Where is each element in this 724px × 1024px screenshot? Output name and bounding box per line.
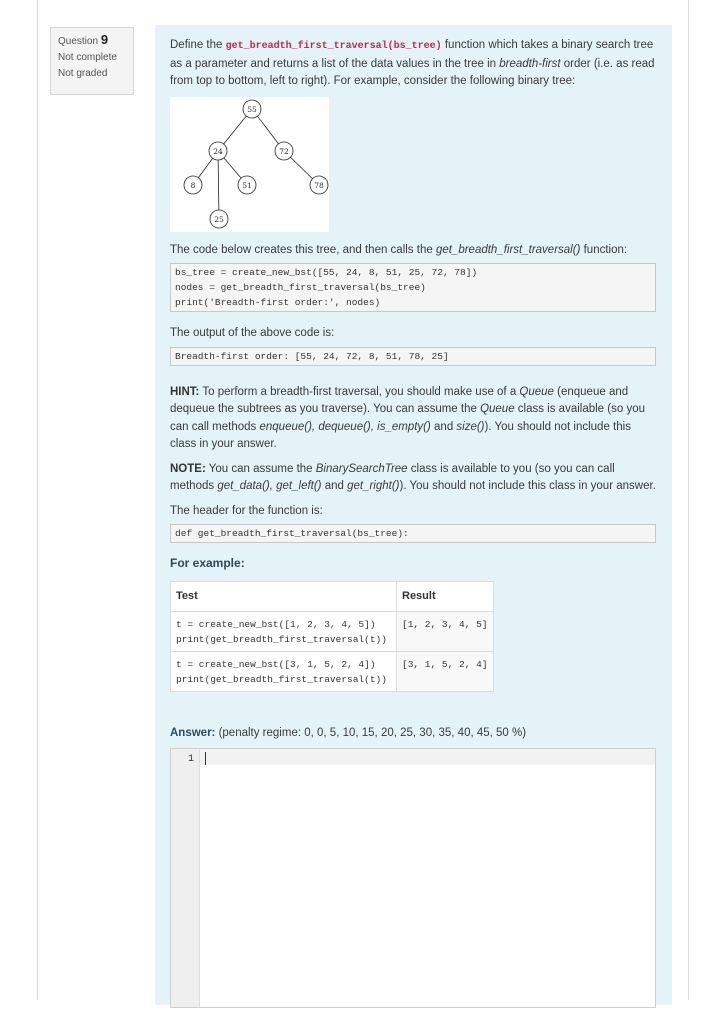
note-label: NOTE:: [170, 462, 206, 475]
hint-label: HINT:: [170, 385, 200, 398]
output-code-block: Breadth-first order: [55, 24, 72, 8, 51, 78, 25]: [170, 347, 656, 366]
header-intro: The header for the function is:: [170, 504, 323, 517]
hint-text: class is available (so you can call methods: [170, 403, 645, 433]
line-number-gutter: [171, 749, 200, 1007]
question-number: 9: [100, 32, 109, 47]
note-emphasis: get_data(), get_left(): [217, 480, 322, 492]
column-header-result: Result: [397, 581, 494, 612]
hint-text: (enqueue and dequeue the subtrees as you traverse). You can assume the: [170, 385, 629, 415]
note-text: and: [321, 480, 348, 492]
example-title: For example:: [170, 556, 245, 570]
intro-text-2: function which takes a binary search tree as a parameter and returns a list of the data values in the tree in: [170, 39, 654, 70]
tree-node-label: 78: [314, 180, 324, 190]
left-border-line: [37, 0, 38, 1000]
right-border-line: [688, 0, 689, 1000]
tree-node-label: 72: [279, 146, 289, 156]
answer-code-editor[interactable]: [170, 748, 656, 1008]
note-emphasis: BinarySearchTree: [315, 462, 408, 475]
penalty-regime: (penalty regime: 0, 0, 5, 10, 15, 20, 25, 30, 35, 40, 45, 50 %): [218, 727, 527, 739]
code-intro-text-end: function:: [580, 243, 628, 256]
line-number: 1: [187, 754, 194, 765]
note-emphasis: get_right(): [347, 480, 400, 492]
intro-text-1: Define the: [170, 39, 226, 51]
note-text: ). You should not include this class in your answer.: [399, 480, 656, 492]
code-intro-function: get_breadth_first_traversal(): [435, 243, 581, 256]
table-row: [171, 612, 494, 652]
note-text: class is available to you (so you can call methods: [170, 462, 615, 492]
question-number-line: [58, 32, 126, 47]
question-label: Question: [58, 36, 99, 47]
question-info-panel: [50, 27, 134, 95]
test-cell: t = create_new_bst([3, 1, 5, 2, 4]) print(get_breadth_first_traversal(t)): [171, 652, 397, 692]
hint-emphasis: Queue: [480, 403, 515, 415]
output-intro: The output of the above code is:: [170, 327, 335, 339]
note-text: You can assume the: [205, 462, 316, 475]
code-line: print('Breadth-first order:', nodes): [175, 297, 381, 308]
hint-emphasis: enqueue(), dequeue(), is_empty(): [259, 420, 431, 433]
answer-line: [170, 725, 656, 743]
question-status: Not complete: [58, 52, 117, 63]
tree-node-label: 24: [213, 146, 223, 156]
hint-text: To perform a breadth-first traversal, you should make use of a: [199, 385, 520, 398]
intro-text-3: order (i.e. as read from top to bottom, left to right). For example, consider the following binary tree:: [170, 57, 655, 87]
tree-node-label: 8: [190, 180, 196, 190]
question-grading: Not graded: [58, 68, 108, 79]
result-cell: [1, 2, 3, 4, 5]: [397, 612, 494, 652]
intro-emphasis: breadth-first: [499, 57, 561, 70]
code-line: nodes = get_breadth_first_traversal(bs_tree): [175, 282, 426, 293]
intro-paragraph: [170, 37, 656, 91]
question-content: [155, 25, 672, 1005]
header-code-block: def get_breadth_first_traversal(bs_tree):: [170, 524, 656, 543]
tree-node-label: 51: [242, 180, 252, 190]
text-cursor: [205, 752, 206, 765]
examples-table: [170, 581, 494, 693]
note-paragraph: [170, 461, 656, 496]
example-code-block: [170, 263, 656, 312]
hint-text: ). You should not include this class in your answer.: [170, 420, 631, 450]
column-header-test: Test: [171, 581, 397, 612]
table-header-row: [171, 581, 494, 612]
test-cell: t = create_new_bst([1, 2, 3, 4, 5]) print(get_breadth_first_traversal(t)): [171, 612, 397, 652]
tree-node-label: 25: [214, 214, 224, 224]
hint-emphasis: Queue: [519, 385, 554, 398]
answer-label: Answer:: [170, 727, 216, 739]
binary-tree-svg: [170, 97, 329, 232]
hint-text: and: [430, 420, 457, 433]
hint-paragraph: [170, 384, 656, 454]
code-intro-text: The code below creates this tree, and then calls the: [170, 243, 436, 256]
edge-24-25: [218, 151, 219, 219]
hint-emphasis: size(): [456, 420, 485, 433]
table-row: [171, 652, 494, 692]
tree-node-label: 55: [247, 104, 257, 114]
code-line: bs_tree = create_new_bst([55, 24, 8, 51, 25, 72, 78]): [175, 267, 478, 278]
code-intro-paragraph: [170, 242, 656, 260]
function-signature: get_breadth_first_traversal(bs_tree): [225, 41, 442, 52]
result-cell: [3, 1, 5, 2, 4]: [397, 652, 494, 692]
current-line-highlight: [200, 749, 655, 765]
binary-tree-figure: [170, 97, 329, 232]
